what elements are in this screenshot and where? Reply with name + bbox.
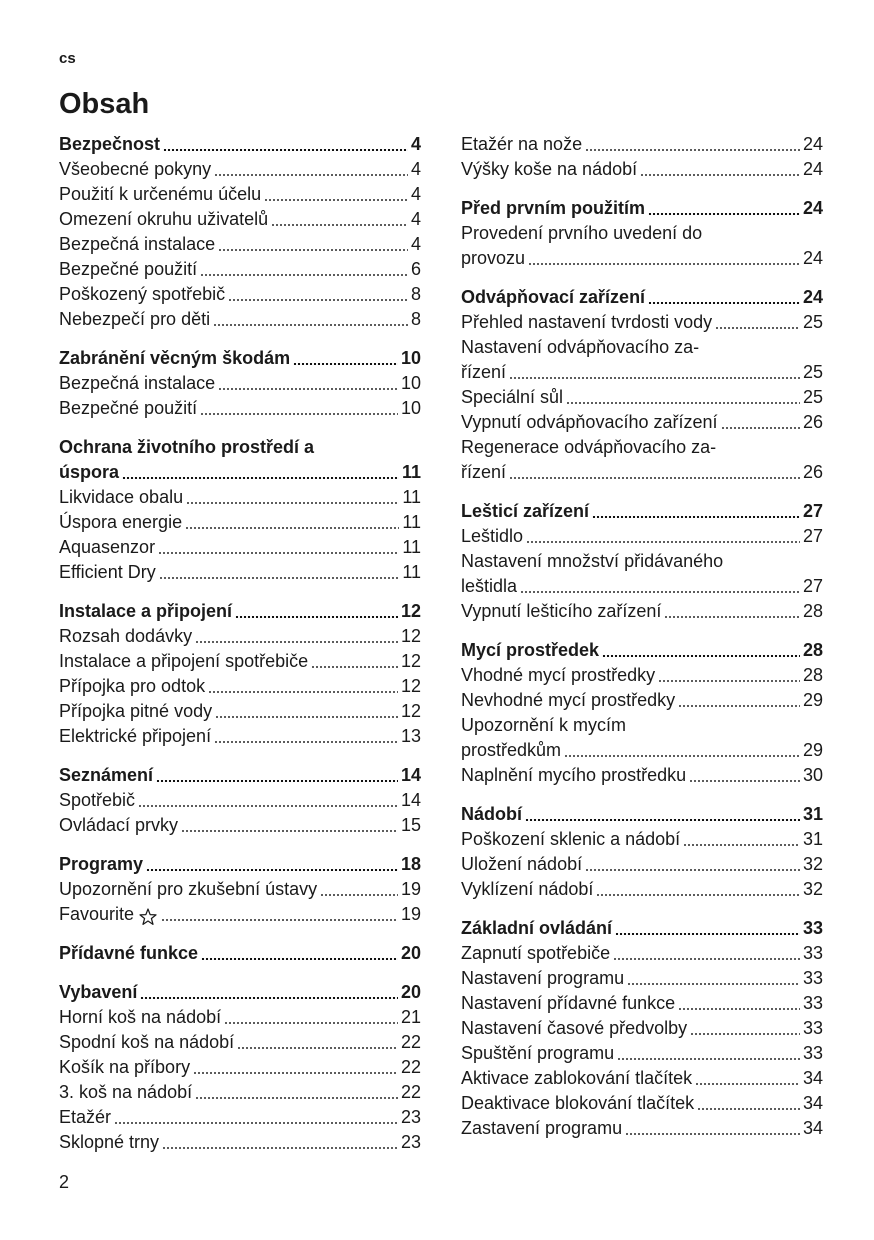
dot-leader (208, 691, 398, 693)
dot-leader (158, 552, 399, 554)
toc-page-number: 24 (802, 134, 823, 154)
toc-page-number: 4 (410, 134, 421, 154)
dot-leader (520, 591, 800, 593)
toc-entry[interactable] (461, 1041, 823, 1066)
toc-page-number: 22 (400, 1032, 421, 1052)
dot-leader (224, 1022, 398, 1024)
toc-entry-label: Bezpečné použití (59, 398, 198, 418)
dot-leader (625, 1133, 800, 1135)
toc-entry-label: Omezení okruhu uživatelů (59, 209, 269, 229)
toc-section (461, 285, 823, 485)
toc-section (461, 802, 823, 902)
toc-page-number: 12 (400, 601, 421, 621)
toc-section (461, 132, 823, 182)
dot-leader (690, 1033, 800, 1035)
toc-entry[interactable] (461, 310, 823, 335)
dot-leader (195, 641, 398, 643)
dot-leader (678, 1008, 800, 1010)
dot-leader (678, 705, 800, 707)
dot-leader (195, 1097, 398, 1099)
dot-leader (146, 869, 398, 871)
toc-page-number: 25 (802, 312, 823, 332)
toc-page-number: 4 (410, 234, 421, 254)
toc-entry[interactable] (59, 1105, 421, 1130)
toc-entry[interactable] (59, 902, 421, 927)
toc-heading-wrap: Ochrana životního prostředí a (59, 437, 315, 457)
dot-leader (185, 527, 399, 529)
toc-entry-wrap: Upozornění k mycím (461, 715, 627, 735)
toc-page-number: 11 (402, 487, 421, 507)
dot-leader (528, 263, 800, 265)
toc-entry[interactable] (59, 510, 421, 535)
dot-leader (596, 894, 800, 896)
toc-entry[interactable] (59, 307, 421, 332)
toc-page-number: 11 (402, 512, 421, 532)
toc-page-number: 8 (410, 309, 421, 329)
toc-entry-label: Nebezpečí pro děti (59, 309, 211, 329)
toc-heading-label: Odvápňovací zařízení (461, 287, 646, 307)
toc-section-heading[interactable] (59, 346, 421, 371)
toc-entry-label: Všeobecné pokyny (59, 159, 212, 179)
toc-entry-label: Bezpečné použití (59, 259, 198, 279)
toc-entry[interactable] (59, 788, 421, 813)
toc-entry[interactable] (461, 410, 823, 435)
toc-entry[interactable] (461, 524, 823, 549)
toc-entry-label: Vypnutí lešticího zařízení (461, 601, 662, 621)
toc-page-number: 28 (802, 640, 823, 660)
toc-entry-label: Zastavení programu (461, 1118, 623, 1138)
toc-page-number: 24 (802, 248, 823, 268)
toc-page-number: 30 (802, 765, 823, 785)
toc-entry[interactable] (461, 599, 823, 624)
toc-entry[interactable] (59, 649, 421, 674)
toc-entry[interactable] (59, 674, 421, 699)
toc-entry-label: Elektrické připojení (59, 726, 212, 746)
dot-leader (695, 1083, 800, 1085)
toc-entry[interactable] (59, 1030, 421, 1055)
dot-leader (564, 755, 800, 757)
toc-page-number: 33 (802, 993, 823, 1013)
toc-page-number: 20 (400, 982, 421, 1002)
toc-entry-label: řízení (461, 462, 507, 482)
dot-leader (201, 958, 398, 960)
toc-page-number: 33 (802, 968, 823, 988)
toc-entry[interactable] (59, 1130, 421, 1155)
toc-entry[interactable] (461, 966, 823, 991)
toc-entry-label: Košík na příbory (59, 1057, 191, 1077)
toc-page-number: 14 (400, 765, 421, 785)
dot-leader (237, 1047, 398, 1049)
dot-leader (585, 149, 800, 151)
toc-entry-label: Spuštění programu (461, 1043, 615, 1063)
dot-leader (214, 174, 408, 176)
toc-entry[interactable] (461, 1016, 823, 1041)
toc-page-number: 10 (400, 398, 421, 418)
dot-leader (509, 477, 800, 479)
toc-entry[interactable] (461, 157, 823, 182)
toc-page-number: 24 (802, 159, 823, 179)
dot-leader (200, 274, 408, 276)
toc-page-number: 34 (802, 1118, 823, 1138)
toc-heading-label: Základní ovládání (461, 918, 613, 938)
toc-page-number: 27 (802, 576, 823, 596)
toc-page-number: 33 (802, 943, 823, 963)
dot-leader (658, 680, 800, 682)
toc-entry-label: Nevhodné mycí prostředky (461, 690, 676, 710)
dot-leader (509, 377, 800, 379)
dot-leader (627, 983, 800, 985)
toc-entry[interactable] (461, 574, 823, 599)
dot-leader (648, 302, 800, 304)
toc-page-number: 32 (802, 879, 823, 899)
toc-page-number: 15 (400, 815, 421, 835)
toc-section-heading[interactable] (59, 599, 421, 624)
toc-entry-label: 3. koš na nádobí (59, 1082, 193, 1102)
toc-entry-wrap: Nastavení odvápňovacího za- (461, 337, 700, 357)
toc-entry-label: Likvidace obalu (59, 487, 184, 507)
toc-entry[interactable] (59, 396, 421, 421)
toc-entry[interactable] (59, 1005, 421, 1030)
toc-entry[interactable] (461, 877, 823, 902)
toc-page-number: 4 (410, 159, 421, 179)
toc-page-number: 19 (400, 879, 421, 899)
toc-page-number: 27 (802, 526, 823, 546)
toc-entry-label: Nastavení časové předvolby (461, 1018, 688, 1038)
toc-page-number: 12 (400, 626, 421, 646)
dot-leader (235, 616, 398, 618)
dot-leader (592, 516, 800, 518)
toc-entry[interactable] (461, 763, 823, 788)
toc-entry-label: Přehled nastavení tvrdosti vody (461, 312, 713, 332)
toc-entry[interactable] (59, 207, 421, 232)
dot-leader (721, 427, 800, 429)
dot-leader (664, 616, 800, 618)
toc-page-number: 24 (802, 198, 823, 218)
toc-page-number: 24 (802, 287, 823, 307)
toc-section-heading[interactable] (461, 916, 823, 941)
toc-entry-label: Spotřebič (59, 790, 136, 810)
dot-leader (140, 997, 398, 999)
dot-leader (697, 1108, 800, 1110)
toc-heading-label: Seznámení (59, 765, 154, 785)
toc-entry-label: Vhodné mycí prostředky (461, 665, 656, 685)
toc-column-right (461, 132, 823, 1155)
toc-entry[interactable] (59, 813, 421, 838)
dot-leader (193, 1072, 398, 1074)
toc-page-number: 12 (400, 651, 421, 671)
toc-entry[interactable] (461, 385, 823, 410)
toc-page-number: 33 (802, 1018, 823, 1038)
toc-entry-label: Nastavení programu (461, 968, 625, 988)
dot-leader (311, 666, 398, 668)
toc-page-number: 11 (402, 562, 421, 582)
toc-page-number: 22 (400, 1057, 421, 1077)
toc-page-number: 4 (410, 209, 421, 229)
toc-page-number: 12 (400, 676, 421, 696)
toc-entry[interactable] (59, 877, 421, 902)
toc-page-number: 28 (802, 601, 823, 621)
toc-section (59, 599, 421, 749)
toc-entry[interactable] (59, 182, 421, 207)
dot-leader (617, 1058, 800, 1060)
toc-page-number: 31 (802, 829, 823, 849)
toc-entry-label: Vyklízení nádobí (461, 879, 594, 899)
toc-entry-label: Výšky koše na nádobí (461, 159, 638, 179)
toc-page-number: 13 (400, 726, 421, 746)
toc-entry[interactable] (461, 663, 823, 688)
toc-page-number: 8 (410, 284, 421, 304)
dot-leader (615, 933, 800, 935)
dot-leader (264, 199, 408, 201)
toc-entry-label: Instalace a připojení spotřebiče (59, 651, 309, 671)
dot-leader (602, 655, 800, 657)
toc-section-heading[interactable] (461, 285, 823, 310)
toc-section (59, 132, 421, 332)
toc-section (461, 196, 823, 271)
toc-entry-label: Etažér na nože (461, 134, 583, 154)
toc-entry-wrap: Regenerace odvápňovacího za- (461, 437, 717, 457)
toc-section (59, 852, 421, 927)
toc-entry-label: Deaktivace blokování tlačítek (461, 1093, 695, 1113)
toc-entry-label: Přípojka pro odtok (59, 676, 206, 696)
toc-section-heading[interactable] (59, 941, 421, 966)
toc-entry-label: Vypnutí odvápňovacího zařízení (461, 412, 718, 432)
dot-leader (138, 805, 398, 807)
toc-entry-wrap: Nastavení množství přidávaného (461, 551, 724, 571)
toc-entry-label: Bezpečná instalace (59, 373, 216, 393)
dot-leader (640, 174, 800, 176)
dot-leader (526, 541, 800, 543)
toc-section-heading[interactable] (461, 196, 823, 221)
dot-leader (683, 844, 800, 846)
toc-entry-label: Leštidlo (461, 526, 524, 546)
toc-entry[interactable] (59, 724, 421, 749)
toc-entry[interactable] (59, 560, 421, 585)
toc-entry-label: prostředkům (461, 740, 562, 760)
toc-entry[interactable] (461, 688, 823, 713)
toc-entry[interactable] (59, 257, 421, 282)
toc-page-number: 18 (400, 854, 421, 874)
toc-entry-label: Bezpečná instalace (59, 234, 216, 254)
toc-page-number: 34 (802, 1093, 823, 1113)
toc-page-number: 10 (400, 373, 421, 393)
toc-entry-label: Aktivace zablokování tlačítek (461, 1068, 693, 1088)
dot-leader (218, 249, 408, 251)
toc-entry-wrap: Provedení prvního uvedení do (461, 223, 703, 243)
toc-entry-label: Poškození sklenic a nádobí (461, 829, 681, 849)
toc-entry-label: Upozornění pro zkušební ústavy (59, 879, 318, 899)
toc-section-heading[interactable] (59, 460, 421, 485)
toc-page-number: 19 (400, 904, 421, 924)
toc-heading-label: Přídavné funkce (59, 943, 199, 963)
toc-entry-label: Speciální sůl (461, 387, 564, 407)
toc-page-number: 34 (802, 1068, 823, 1088)
toc-section (59, 941, 421, 966)
toc-entry[interactable] (461, 1066, 823, 1091)
dot-leader (159, 577, 400, 579)
dot-leader (648, 213, 800, 215)
toc-column-left (59, 132, 421, 1169)
toc-page-number: 25 (802, 362, 823, 382)
toc-entry[interactable] (59, 535, 421, 560)
toc-entry-label: Přípojka pitné vody (59, 701, 213, 721)
toc-section-heading[interactable] (461, 638, 823, 663)
toc-entry-label: řízení (461, 362, 507, 382)
toc-page-number: 10 (400, 348, 421, 368)
toc-entry[interactable] (461, 941, 823, 966)
toc-entry[interactable] (59, 282, 421, 307)
toc-page-number: 4 (410, 184, 421, 204)
toc-entry[interactable] (461, 852, 823, 877)
toc-page-number: 21 (400, 1007, 421, 1027)
dot-leader (186, 502, 399, 504)
dot-leader (293, 363, 398, 365)
dot-leader (689, 780, 800, 782)
toc-page-number: 26 (802, 462, 823, 482)
toc-page-number: 27 (802, 501, 823, 521)
language-code: cs (59, 50, 76, 67)
toc-section (461, 916, 823, 1141)
toc-entry-label: Použití k určenému účelu (59, 184, 262, 204)
dot-leader (114, 1122, 398, 1124)
toc-entry[interactable] (59, 232, 421, 257)
toc-entry[interactable] (59, 371, 421, 396)
toc-entry[interactable] (59, 699, 421, 724)
dot-leader (200, 413, 398, 415)
dot-leader (122, 477, 399, 479)
toc-page-number: 12 (400, 701, 421, 721)
page-title: Obsah (59, 88, 150, 120)
dot-leader (566, 402, 800, 404)
toc-entry-label: Efficient Dry (59, 562, 156, 582)
toc-entry[interactable] (461, 1091, 823, 1116)
toc-entry-label: Horní koš na nádobí (59, 1007, 222, 1027)
toc-entry-label: Poškozený spotřebič (59, 284, 226, 304)
toc-entry[interactable] (461, 738, 823, 763)
toc-section-heading[interactable] (59, 980, 421, 1005)
toc-entry-label: Naplnění mycího prostředku (461, 765, 687, 785)
toc-page-number: 23 (400, 1107, 421, 1127)
toc-page-number: 23 (400, 1132, 421, 1152)
toc-entry-label: Etažér (59, 1107, 112, 1127)
toc-entry[interactable] (59, 157, 421, 182)
toc-section (461, 638, 823, 788)
toc-section (461, 499, 823, 624)
toc-entry[interactable] (461, 827, 823, 852)
toc-entry-label: Uložení nádobí (461, 854, 583, 874)
toc-section (59, 435, 421, 585)
toc-entry[interactable] (59, 624, 421, 649)
toc-page-number: 33 (802, 918, 823, 938)
toc-heading-label: Lešticí zařízení (461, 501, 590, 521)
toc-section-heading[interactable] (59, 763, 421, 788)
dot-leader (215, 716, 398, 718)
dot-leader (218, 388, 398, 390)
toc-heading-label: Před prvním použitím (461, 198, 646, 218)
toc-section (59, 763, 421, 838)
toc-heading-label: Zabránění věcným škodám (59, 348, 291, 368)
dot-leader (156, 780, 398, 782)
dot-leader (228, 299, 408, 301)
dot-leader (181, 830, 398, 832)
dot-leader (320, 894, 398, 896)
toc-page-number: 32 (802, 854, 823, 874)
toc-entry[interactable] (461, 246, 823, 271)
toc-heading-label: Mycí prostředek (461, 640, 600, 660)
dot-leader (715, 327, 800, 329)
toc-entry-label: Ovládací prvky (59, 815, 179, 835)
dot-leader (213, 324, 408, 326)
toc-entry-label: Nastavení přídavné funkce (461, 993, 676, 1013)
toc-entry[interactable] (461, 132, 823, 157)
page-number: 2 (59, 1172, 70, 1192)
toc-entry-label: Zapnutí spotřebiče (461, 943, 611, 963)
toc-heading-label: Bezpečnost (59, 134, 161, 154)
toc-entry[interactable] (59, 485, 421, 510)
toc-heading-label: Nádobí (461, 804, 522, 824)
toc-entry[interactable] (461, 991, 823, 1016)
toc-page-number: 28 (802, 665, 823, 685)
toc-entry-label: leštidla (461, 576, 518, 596)
dot-leader (613, 958, 800, 960)
toc-section-heading[interactable] (59, 852, 421, 877)
toc-entry-label: Sklopné trny (59, 1132, 160, 1152)
toc-entry-label: Rozsah dodávky (59, 626, 193, 646)
toc-page-number: 33 (802, 1043, 823, 1063)
toc-heading-label: Programy (59, 854, 144, 874)
dot-leader (525, 819, 800, 821)
toc-heading-label: Vybavení (59, 982, 138, 1002)
toc-entry-label: Úspora energie (59, 512, 183, 532)
toc-entry-label: Aquasenzor (59, 537, 156, 557)
toc-entry-label: Favourite (59, 904, 135, 924)
toc-section (59, 346, 421, 421)
star-outline-icon (138, 907, 158, 927)
toc-page-number: 20 (400, 943, 421, 963)
toc-page-number: 14 (400, 790, 421, 810)
toc-page-number: 29 (802, 690, 823, 710)
toc-section (59, 980, 421, 1155)
dot-leader (214, 741, 398, 743)
toc-heading-label: úspora (59, 462, 120, 482)
dot-leader (161, 919, 398, 921)
toc-entry[interactable] (461, 460, 823, 485)
toc-entry-label: Spodní koš na nádobí (59, 1032, 235, 1052)
toc-heading-label: Instalace a připojení (59, 601, 233, 621)
toc-page-number: 29 (802, 740, 823, 760)
toc-page-number: 31 (802, 804, 823, 824)
toc-section-heading[interactable] (461, 499, 823, 524)
toc-entry[interactable] (59, 1055, 421, 1080)
toc-entry[interactable] (59, 1080, 421, 1105)
dot-leader (271, 224, 408, 226)
toc-page-number: 11 (402, 537, 421, 557)
toc-entry[interactable] (461, 360, 823, 385)
toc-page-number: 26 (802, 412, 823, 432)
toc-page-number: 11 (401, 462, 421, 482)
toc-section-heading[interactable] (461, 802, 823, 827)
toc-entry-label: provozu (461, 248, 526, 268)
toc-entry[interactable] (461, 1116, 823, 1141)
dot-leader (162, 1147, 398, 1149)
dot-leader (585, 869, 800, 871)
toc-page-number: 25 (802, 387, 823, 407)
toc-page-number: 6 (410, 259, 421, 279)
toc-section-heading[interactable] (59, 132, 421, 157)
toc-page-number: 22 (400, 1082, 421, 1102)
dot-leader (163, 149, 408, 151)
